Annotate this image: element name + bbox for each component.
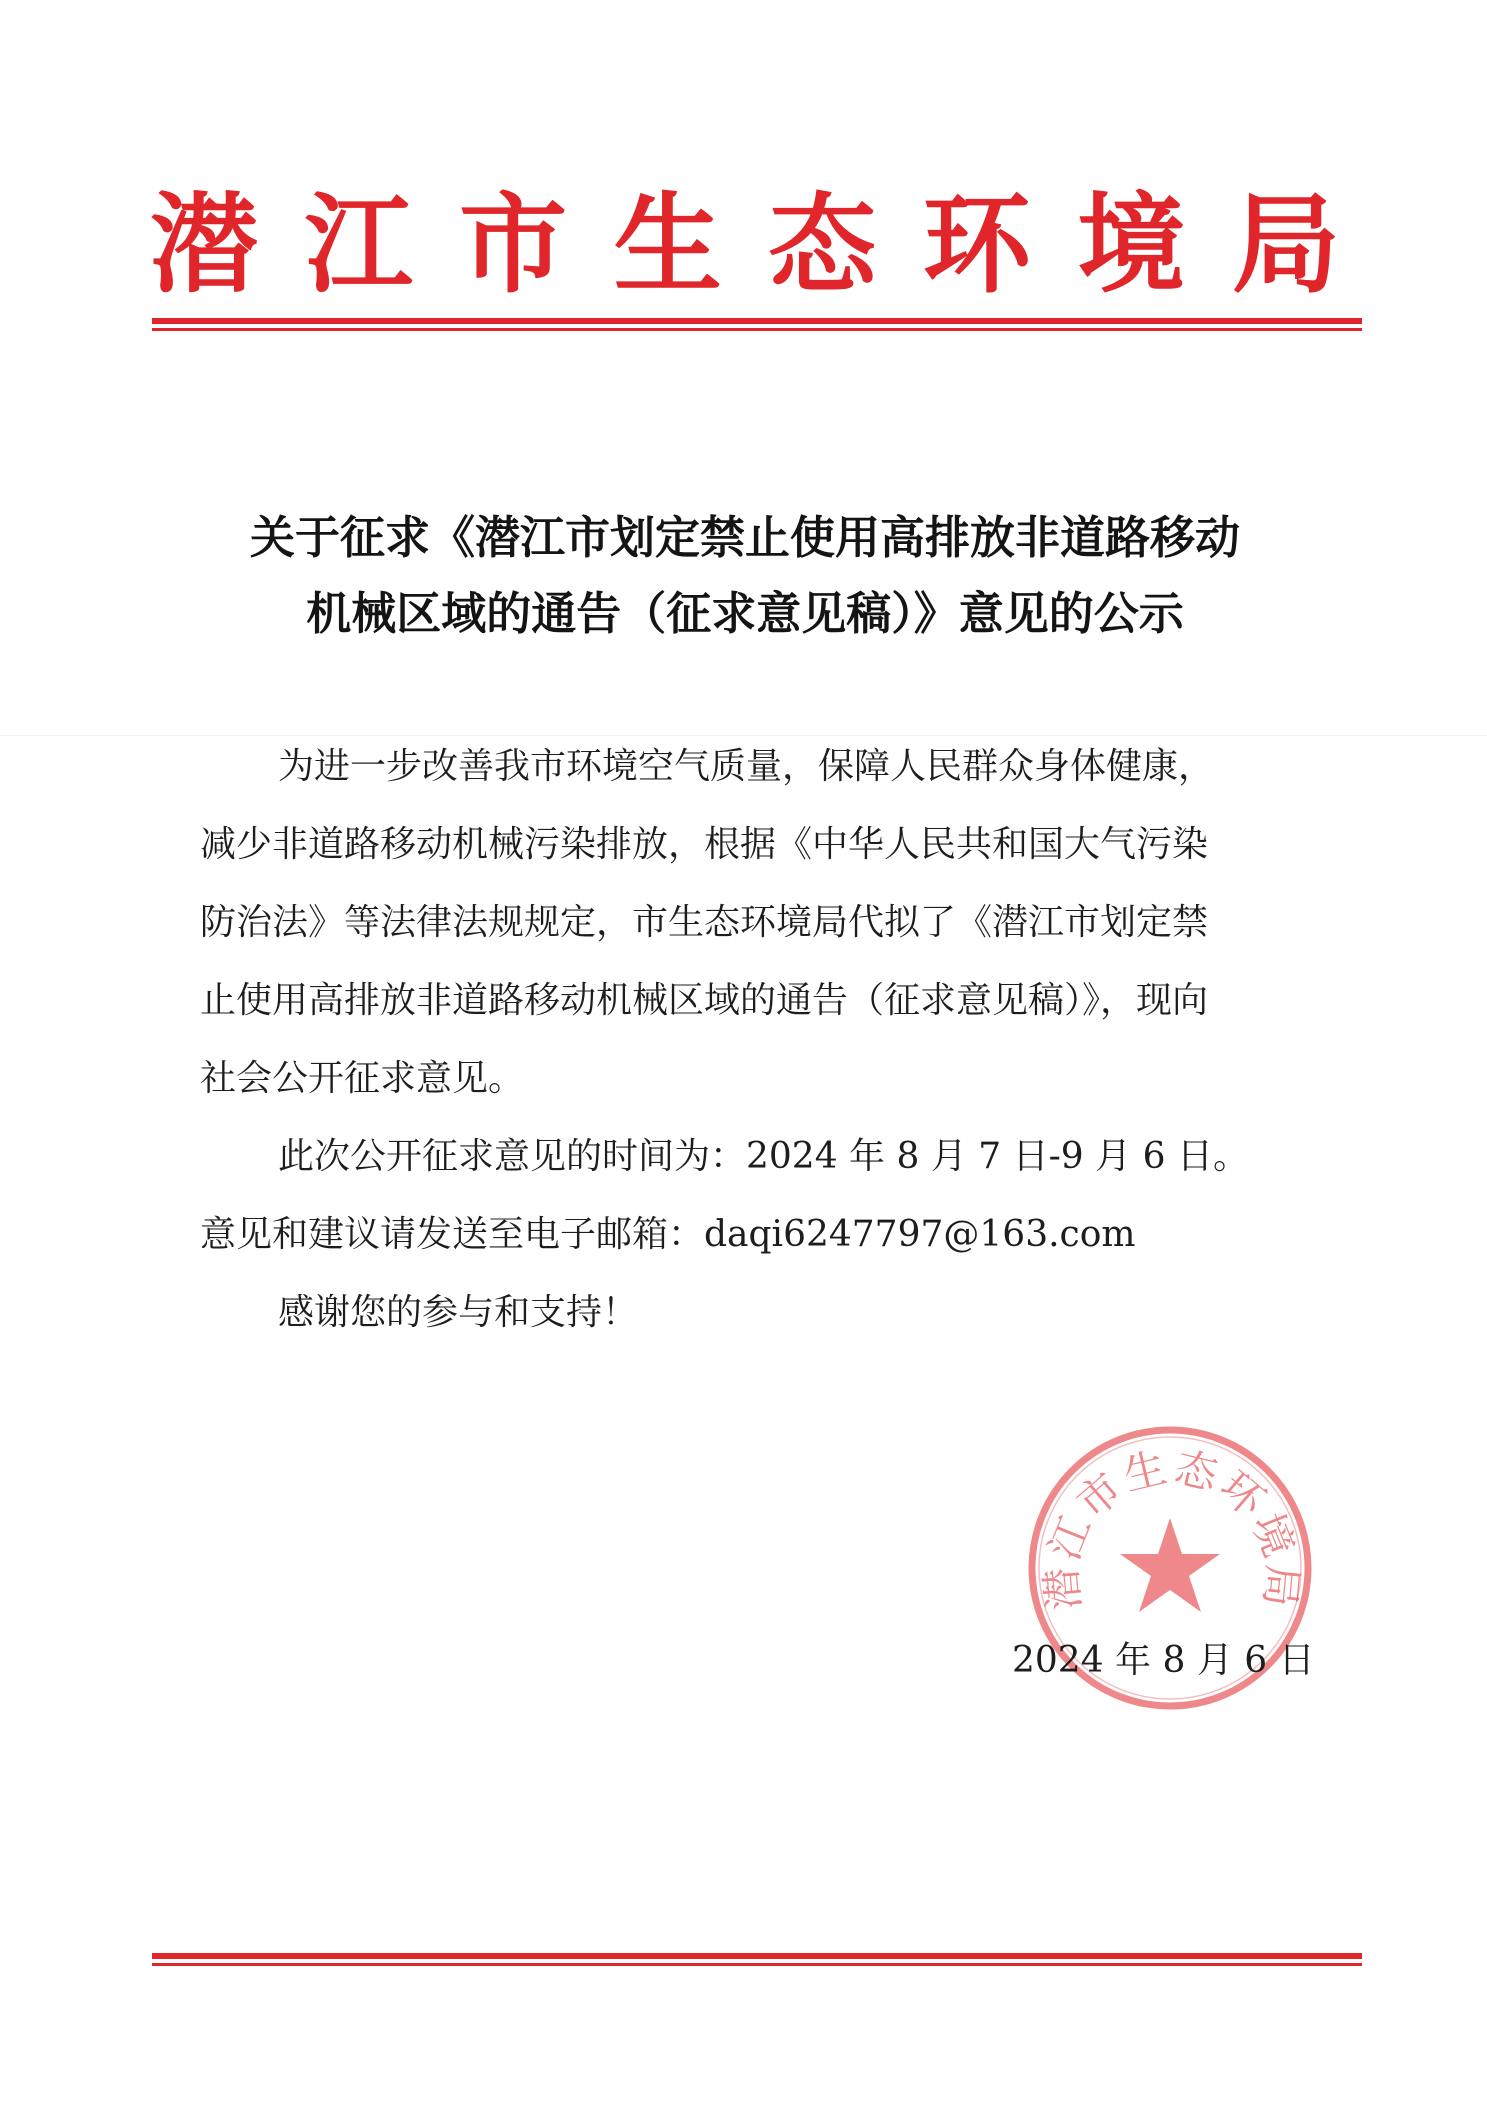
org-char: 环 [922, 182, 1031, 308]
body-line-email: 意见和建议请发送至电子邮箱：daqi6247797@163.com [200, 1214, 1136, 1255]
body-line: 止使用高排放非道路移动机械区域的通告（征求意见稿）》，现向 [200, 980, 1209, 1021]
org-char: 市 [459, 182, 568, 308]
organization-header [150, 180, 1340, 310]
org-char: 生 [613, 182, 722, 308]
title-line-2: 机械区域的通告（征求意见稿）》意见的公示 [306, 587, 1184, 640]
title-line-1: 关于征求《潜江市划定禁止使用高排放非道路移动 [249, 511, 1240, 564]
document-title [150, 500, 1340, 652]
header-divider [152, 318, 1362, 331]
body-line: 防治法》等法律法规规定，市生态环境局代拟了《潜江市划定禁 [200, 902, 1209, 943]
body-line: 减少非道路移动机械污染排放，根据《中华人民共和国大气污染 [200, 824, 1209, 865]
svg-text:潜江市生态环境局: 潜江市生态环境局 [1036, 1442, 1308, 1612]
body-line: 此次公开征求意见的时间为：2024 年 8 月 7 日-9 月 6 日。 [278, 1136, 1249, 1177]
body-line: 感谢您的参与和支持！ [278, 1292, 639, 1333]
org-char: 潜 [150, 182, 259, 308]
footer-divider [152, 1953, 1362, 1966]
org-char: 局 [1231, 182, 1340, 308]
body-text [200, 728, 1300, 1352]
signature-date: 2024 年 8 月 6 日 [1012, 1640, 1315, 1681]
org-char: 境 [1077, 182, 1186, 308]
body-line: 为进一步改善我市环境空气质量，保障人民群众身体健康， [278, 746, 1215, 787]
org-char: 江 [304, 182, 413, 308]
org-char: 态 [768, 182, 877, 308]
body-line: 社会公开征求意见。 [200, 1058, 525, 1099]
